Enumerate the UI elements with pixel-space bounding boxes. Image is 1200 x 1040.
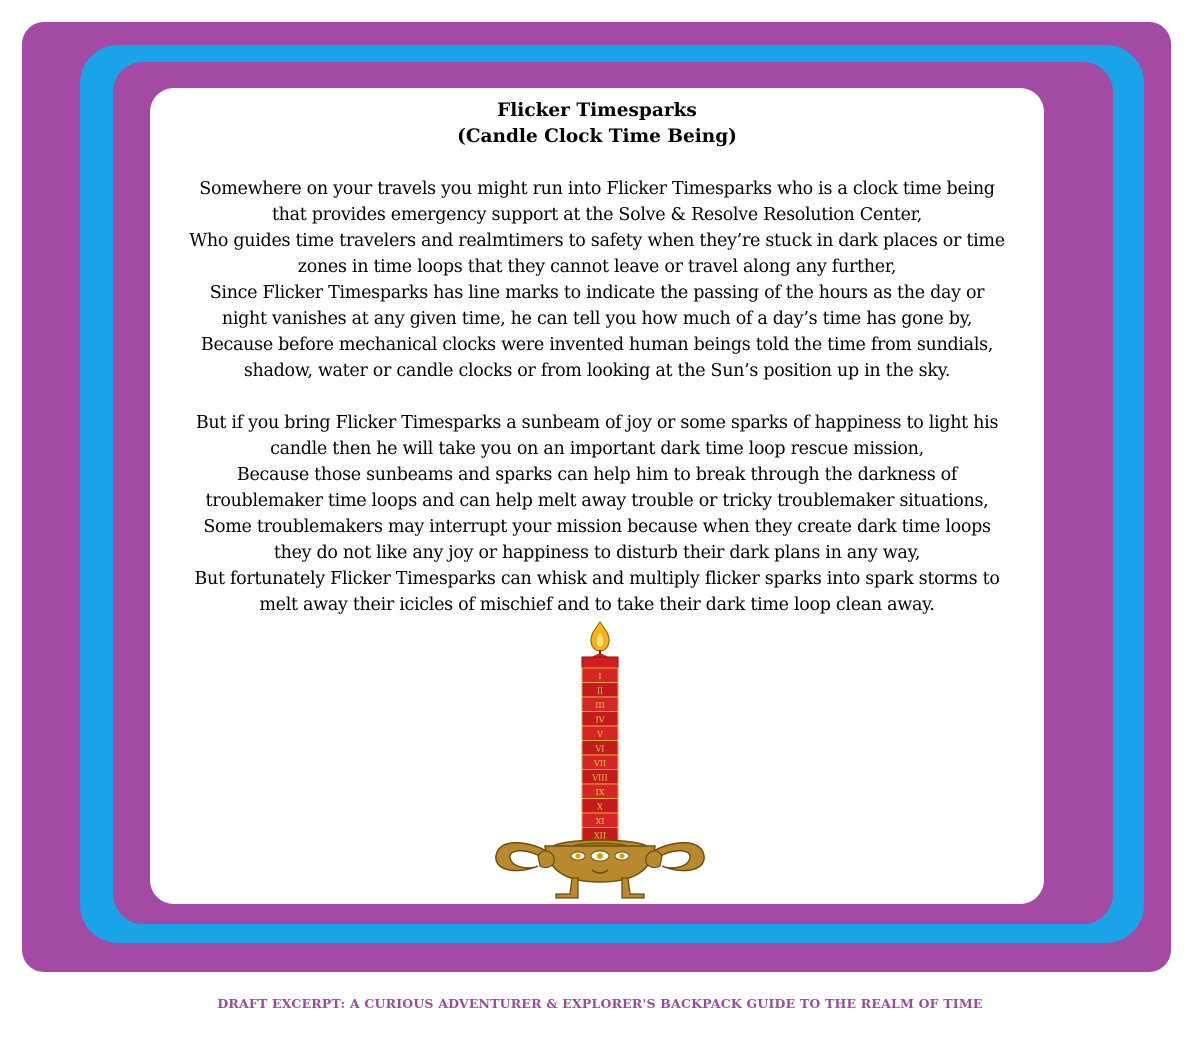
hour-marks <box>582 668 618 842</box>
text-line: Since Flicker Timesparks has line marks to indicate the passing of the hours as the day or <box>209 283 985 303</box>
hour-mark-label: X <box>597 802 603 812</box>
text-line: Because before mechanical clocks were invented human beings told the time from sundials, <box>200 335 994 355</box>
title-line-1: Flicker Timesparks <box>497 100 697 121</box>
text-line: But if you bring Flicker Timesparks a sunbeam of joy or some sparks of happiness to light his <box>195 413 999 433</box>
hour-mark-label: IV <box>595 715 605 725</box>
text-line: Who guides time travelers and realmtimers to safety when they’re stuck in dark places or time <box>189 231 1005 251</box>
candle-clock-illustration <box>490 620 710 900</box>
text-line: troublemaker time loops and can help melt away trouble or tricky troublemaker situations, <box>205 491 989 511</box>
page-title <box>150 98 1044 150</box>
hour-mark-label: XII <box>593 831 607 841</box>
paragraph-2 <box>150 410 1044 618</box>
hour-mark-label: VII <box>593 759 607 768</box>
content-panel <box>150 88 1044 904</box>
hour-mark-label: VI <box>595 744 605 754</box>
hour-mark-label: VIII <box>592 773 608 783</box>
text-line: shadow, water or candle clocks or from looking at the Sun’s position up in the sky. <box>243 361 951 381</box>
text-line: But fortunately Flicker Timesparks can whisk and multiply flicker sparks into spark storms to <box>194 569 1000 589</box>
right-leg <box>622 878 644 898</box>
hour-mark-label: XI <box>595 817 605 826</box>
eyes <box>571 851 629 861</box>
text-line: that provides emergency support at the Solve & Resolve Resolution Center, <box>271 205 923 225</box>
hour-mark-label: IX <box>595 788 605 797</box>
text-line: zones in time loops that they cannot leave or travel along any further, <box>297 257 897 277</box>
text-line: Somewhere on your travels you might run into Flicker Timesparks who is a clock time being <box>199 179 995 199</box>
hour-mark-label: V <box>597 730 603 739</box>
text-line: night vanishes at any given time, he can tell you how much of a day’s time has gone by, <box>221 309 973 329</box>
left-leg <box>556 878 578 898</box>
text-line: candle then he will take you on an important dark time loop rescue mission, <box>270 439 924 459</box>
hour-mark-label: II <box>596 686 604 696</box>
text-line: melt away their icicles of mischief and to take their dark time loop clean away. <box>259 595 935 615</box>
text-line: Because those sunbeams and sparks can help him to break through the darkness of <box>236 465 958 485</box>
footer-caption: DRAFT EXCERPT: A CURIOUS ADVENTURER & EXPLORER'S BACKPACK GUIDE TO THE REALM OF TIME <box>217 996 983 1011</box>
hour-mark-label: III <box>595 701 605 710</box>
paragraph-1 <box>150 176 1044 384</box>
text-line: Some troublemakers may interrupt your mission because when they create dark time loops <box>203 517 991 537</box>
hour-mark-label: I <box>598 672 602 681</box>
candle-clock-icon <box>490 620 710 900</box>
text-line: they do not like any joy or happiness to disturb their dark plans in any way, <box>273 543 921 563</box>
title-line-2: (Candle Clock Time Being) <box>457 126 737 147</box>
